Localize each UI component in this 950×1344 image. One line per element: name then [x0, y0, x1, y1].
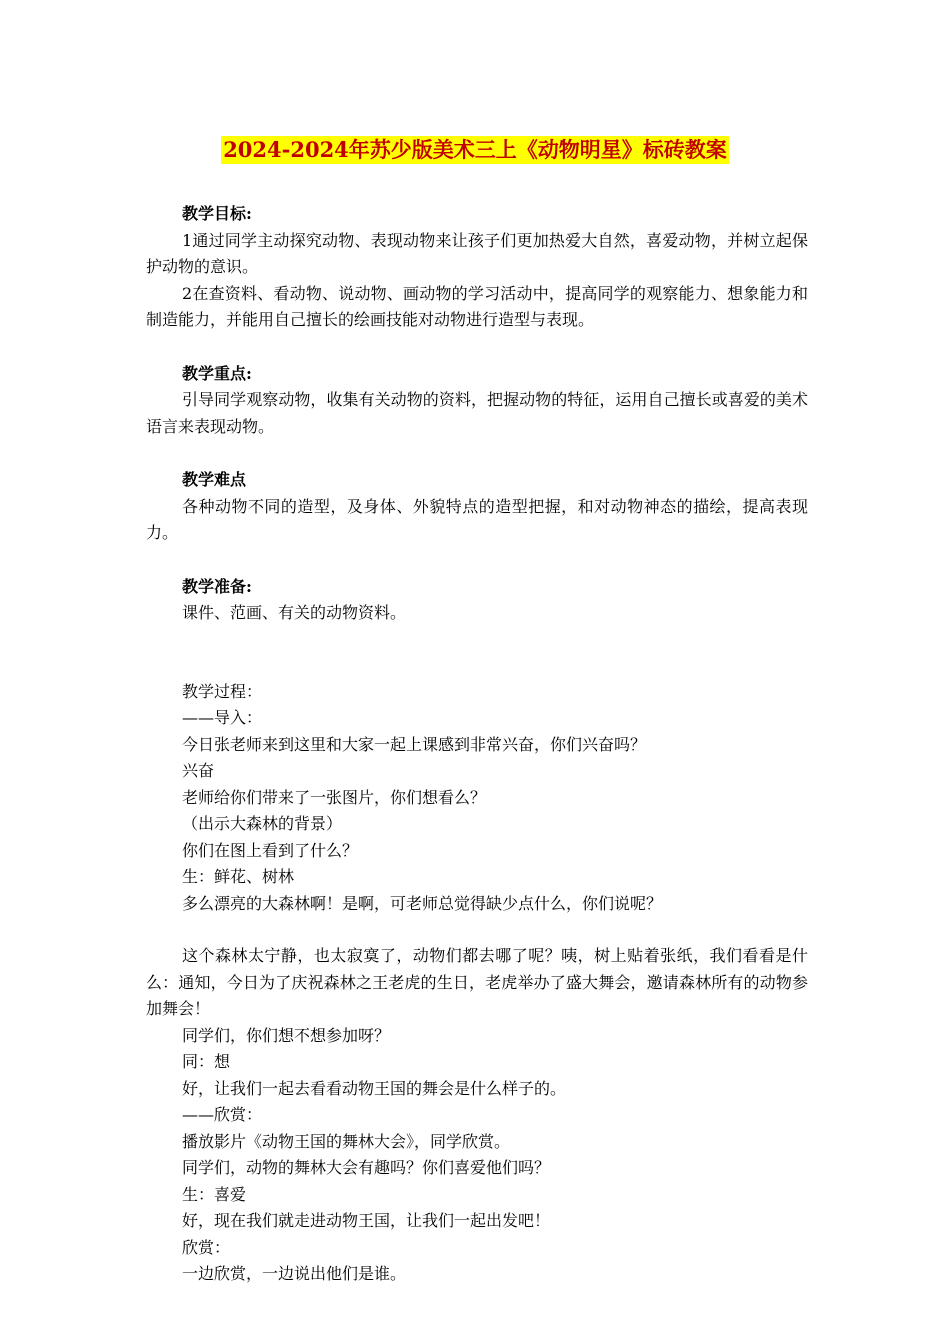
title-container: [0, 136, 950, 164]
process-line: （出示大森林的背景）: [182, 814, 343, 833]
key-text: 引导同学观察动物，收集有关动物的资料，把握动物的特征，运用自己擅长或喜爱的美术语言来表现动物。: [146, 390, 808, 436]
process-line: 老师给你们带来了一张图片，你们想看么？: [182, 787, 487, 807]
process-line: 同学们，你们想不想参加呀？: [182, 1025, 391, 1045]
process-line: 生：鲜花、树林: [182, 867, 295, 886]
process-line: 欣赏：: [182, 1237, 231, 1257]
prep-heading: 教学准备:: [182, 576, 252, 596]
process-line: 播放影片《动物王国的舞林大会》，同学欣赏。: [182, 1131, 511, 1151]
process-line: 好，让我们一起去看看动物王国的舞会是什么样子的。: [182, 1078, 567, 1098]
process-line: 同学们，动物的舞林大会有趣吗？你们喜爱他们吗？: [182, 1158, 551, 1177]
process-line: ——导入：: [182, 708, 263, 727]
key-heading: 教学重点:: [182, 363, 252, 383]
process-line: 同：想: [182, 1052, 231, 1071]
process-line: 兴奋: [182, 761, 215, 780]
process-line: 你们在图上看到了什么？: [182, 840, 359, 860]
forest-paragraph: 这个森林太宁静，也太寂寞了，动物们都去哪了呢？咦，树上贴着张纸，我们看看是什么：通知，今日为了庆祝森林之王老虎的生日，老虎举办了盛大舞会，邀请森林所有的动物参加舞会！: [146, 946, 808, 1018]
goal-heading: 教学目标:: [182, 204, 252, 223]
process-line: ——欣赏：: [182, 1105, 263, 1124]
process-line: 今日张老师来到这里和大家一起上课感到非常兴奋，你们兴奋吗？: [182, 734, 647, 754]
process-line: 好，现在我们就走进动物王国，让我们一起出发吧！: [182, 1211, 551, 1230]
difficulty-heading: 教学难点: [182, 470, 247, 489]
goal-item-2: 2在查资料、看动物、说动物、画动物的学习活动中，提高同学的观察能力、想象能力和制造能力，并能用自己擅长的绘画技能对动物进行造型与表现。: [146, 283, 808, 329]
prep-text: 课件、范画、有关的动物资料。: [182, 603, 407, 622]
document-body: [146, 201, 808, 1288]
process-line: 一边欣赏，一边说出他们是谁。: [182, 1264, 407, 1283]
difficulty-text: 各种动物不同的造型，及身体、外貌特点的造型把握，和对动物神态的描绘，提高表现力。: [146, 496, 808, 542]
process-heading: 教学过程：: [182, 681, 263, 701]
process-line: 多么漂亮的大森林啊！是啊，可老师总觉得缺少点什么，你们说呢？: [182, 893, 663, 913]
process-line: 生：喜爱: [182, 1184, 247, 1204]
goal-item-1: 1通过同学主动探究动物、表现动物来让孩子们更加热爱大自然，喜爱动物，并树立起保护动物的意识。: [146, 230, 808, 276]
document-title: 2024-2024年苏少版美术三上《动物明星》标砖教案: [223, 137, 727, 162]
